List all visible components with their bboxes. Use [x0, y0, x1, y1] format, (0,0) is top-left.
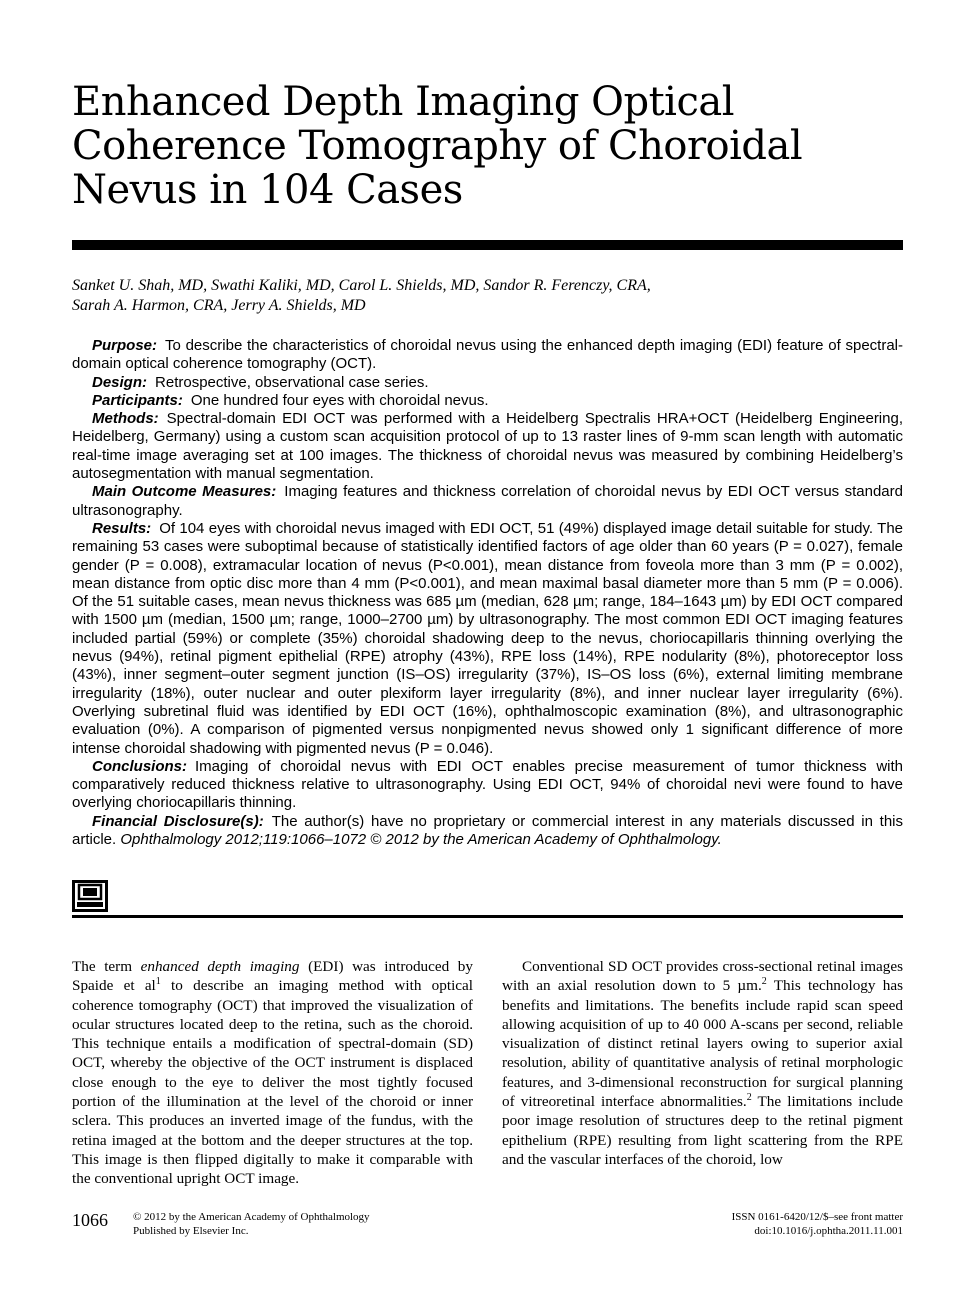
disclosure-label: Financial Disclosure(s): [92, 812, 264, 830]
page-number: 1066 [72, 1210, 108, 1230]
authors-line-1: Sanket U. Shah, MD, Swathi Kaliki, MD, Carol L. Shields, MD, Sandor R. Ferenczy, CRA, [72, 277, 651, 294]
outcome-text: Imaging features and thickness correlation of choroidal nevus by EDI OCT versus standard ultrasonography. [72, 483, 903, 519]
abstract-purpose [72, 337, 903, 374]
results-text: Of 104 eyes with choroidal nevus imaged with EDI OCT, 51 (49%) displayed image detail suitable for study. The remaining 53 cases were suboptimal because of statistically identified factors of age older than 60 years (P = 0.027), female gender (P = 0.008), extramacular location of nevus (P<0.001), mean distance from foveola more than 3 mm (P = 0.002), mean distance from optic disc more than 4 mm (P<0.001), and mean maximal basal diameter more than 5 mm (P = 0.006). Of the 51 suitable cases, mean nevus thickness was 685 µm (median, 628 µm; range, 184–1643 µm) by EDI OCT compared with 1500 µm (median, 1500 µm; range, 1000–2700 µm) by ultrasonography. The most common EDI OCT imaging features included partial (59%) or complete (35%) choroidal shadowing deep to the nevus, choriocapillaris thinning overlying the nevus (94%), retinal pigment epithelial (RPE) atrophy (43%), RPE loss (14%), RPE nodularity (8%), photoreceptor loss (43%), inner segment–outer segment junction (IS–OS) irregularity (37%), IS–OS loss (6%), external limiting membrane irregularity (18%), outer nuclear and outer plexiform layer irregularity (8%), and inner nuclear layer irregularity (6%). Overlying subretinal fluid was identified by EDI OCT (16%), ophthalmoscopic examination (8%), and ultrasonographic evaluation (0%). A comparison of pigmented versus nonpigmented nevus showed only 1 significant difference of more intense choroidal shadowing with pigmented nevus (P = 0.046). [72, 519, 903, 757]
reference-marker[interactable]: 2 [761, 976, 767, 988]
body-column-right [502, 957, 903, 1169]
methods-label: Methods: [92, 410, 159, 428]
participants-label: Participants: [92, 391, 183, 409]
abstract-participants [72, 392, 903, 410]
abstract [72, 337, 903, 849]
design-text: Retrospective, observational case series. [155, 373, 429, 391]
publisher-line: Published by Elsevier Inc. [133, 1225, 249, 1237]
computer-monitor-icon [72, 880, 108, 912]
purpose-label: Purpose: [92, 337, 158, 354]
footer-copyright [133, 1210, 370, 1238]
purpose-text: To describe the characteristics of choroidal nevus using the enhanced depth imaging (EDI) feature of spectral-domain optical coherence tomography (OCT). [72, 337, 903, 373]
intro-paragraph [72, 957, 473, 1189]
reference-marker[interactable]: 2 [746, 1092, 752, 1104]
conclusions-text: Imaging of choroidal nevus with EDI OCT enables precise measurement of tumor thickness with comparatively reduced thickness relative to ultrasonography. Using EDI OCT, 94% of choroidal nevi were found to have overlying choriocapillaris thinning. [72, 757, 903, 812]
oct-text-1: Conventional SD OCT provides cross-sectional retinal images with an axial resolution down to 5 µm. [502, 958, 903, 995]
intro-text-3: to describe an imaging method with optical coherence tomography (OCT) that improved the visualization of ocular structures located deep to the retina, such as the choroid. This technique entails a modification of spectral-domain (SD) OCT, whereby the objective of the OCT instrument is displaced close enough to the eye to deliver the most tightly focused portion of the illumination at the level of the choroid or inner sclera. This produces an inverted image of the fundus, with the retina imaged at the bottom and the deeper structures at the top. This image is then flipped digitally to make it comparable with the conventional upright OCT image. [72, 977, 473, 1188]
title-rule [72, 240, 903, 250]
intro-text-1: The term [72, 958, 141, 975]
intro-term: enhanced depth imaging [140, 958, 300, 975]
abstract-outcome [72, 483, 903, 520]
reference-marker[interactable]: 1 [155, 976, 161, 988]
authors-line-2: Sarah A. Harmon, CRA, Jerry A. Shields, MD [72, 297, 366, 314]
design-label: Design: [92, 373, 148, 391]
issn-line: ISSN 0161-6420/12/$–see front matter [731, 1211, 903, 1223]
results-label: Results: [92, 519, 152, 537]
disclosure-text: The author(s) have no proprietary or commercial interest in any materials discussed in this article. [72, 812, 903, 849]
copyright-line: © 2012 by the American Academy of Ophthalmology [133, 1211, 370, 1223]
participants-text: One hundred four eyes with choroidal nevus. [190, 391, 489, 409]
abstract-conclusions [72, 758, 903, 813]
doi-link[interactable]: doi:10.1016/j.ophtha.2011.11.001 [754, 1225, 903, 1237]
oct-text-2: This technology has benefits and limitations. The benefits include rapid scan speed allowing acquisition of up to 40 000 A-scans per second, reliable visualization of distinct retinal layers owing to superior axial resolution, ability of quantitative analysis of retinal morphologic features, and 3-dimensional reconstruction for surgical planning of vitreoretinal interface abnormalities. [502, 977, 903, 1111]
author-list [72, 276, 903, 316]
abstract-methods [72, 410, 903, 483]
oct-text-3: The limitations include poor image resolution of structures deep to the retinal pigment epithelium (RPE) resulting from light scattering from the RPE and the vascular interfaces of the choroid, low [502, 1093, 903, 1168]
oct-paragraph [502, 957, 903, 1169]
footer-issn [732, 1210, 903, 1238]
journal-citation: Ophthalmology 2012;119:1066–1072 © 2012 by the American Academy of Ophthalmology. [120, 831, 722, 849]
conclusions-label: Conclusions: [92, 757, 188, 775]
article-title: Enhanced Depth Imaging Optical Coherence Tomography of Choroidal Nevus in 104 Cases [72, 79, 803, 213]
abstract-design [72, 374, 903, 392]
methods-text: Spectral-domain EDI OCT was performed with a Heidelberg Spectralis HRA+OCT (Heidelberg Engineering, Heidelberg, Germany) using a custom scan acquisition protocol of up to 13 raster lines of 9-mm scan length with automatic real-time image averaging set at 100 images. The thickness of choroidal nevus was measured by combining Heidelberg’s autosegmentation with manual segmentation. [72, 410, 903, 483]
body-column-left [72, 957, 473, 1189]
abstract-rule [72, 915, 903, 918]
abstract-disclosure [72, 813, 903, 850]
intro-text-2: (EDI) was introduced by Spaide et al [72, 958, 473, 995]
outcome-label: Main Outcome Measures: [92, 483, 277, 501]
abstract-results [72, 520, 903, 758]
